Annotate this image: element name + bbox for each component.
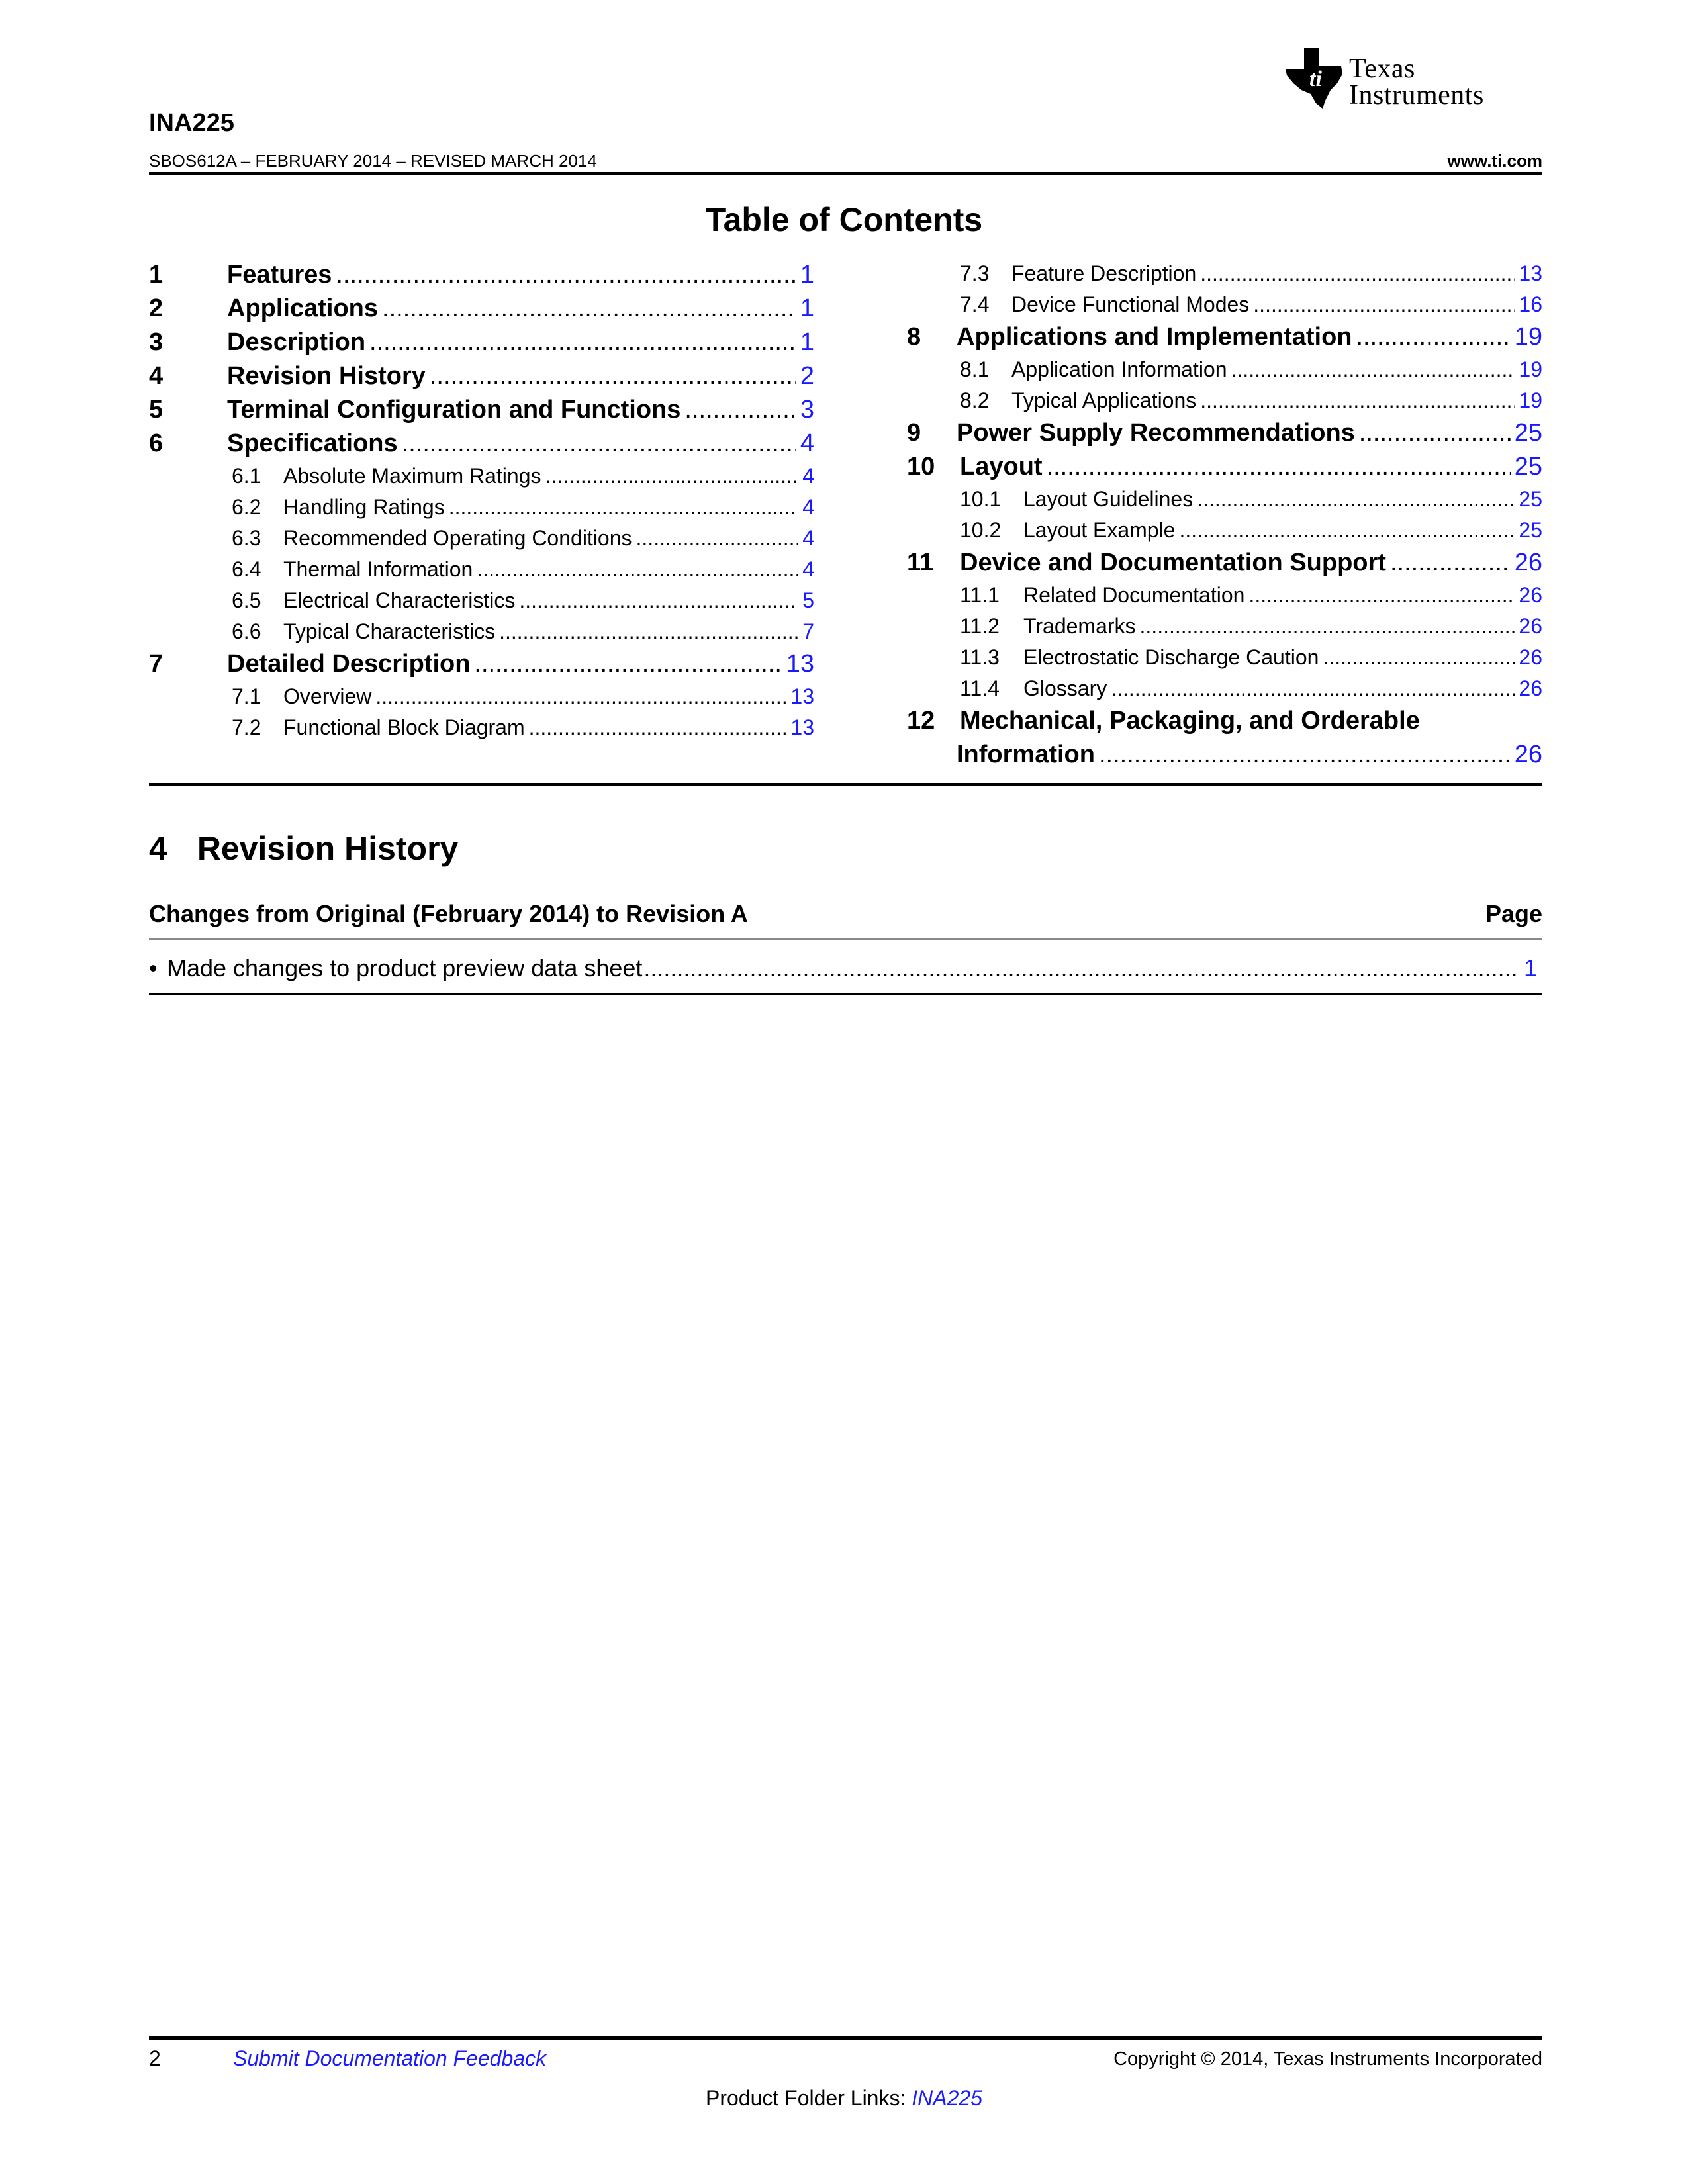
toc-entry-number: 1 [149,261,164,289]
revision-item-text: Made changes to product preview data sheet [166,954,643,981]
toc-entry-number: 7.1 [232,684,261,708]
document-id-line: SBOS612A – FEBRUARY 2014 – REVISED MARCH 2014 [149,151,597,171]
toc-entry-page-link[interactable]: 7 [802,619,814,643]
leader-dots [1179,515,1515,546]
product-folder-link[interactable]: INA225 [912,2086,982,2110]
product-folder-links [0,2086,1688,2111]
toc-entry-label: Handling Ratings [283,495,445,519]
toc-entry-label: Applications and Implementation [957,323,1352,351]
leader-dots [1248,580,1515,611]
folder-links-label: Product Folder Links: [706,2086,912,2110]
leader-dots [336,258,796,292]
toc-entry-page-link[interactable]: 13 [790,684,814,708]
toc-entry-number: 6.5 [232,588,261,612]
toc-entry-label: Thermal Information [283,557,473,581]
toc-entry-number: 8.1 [960,357,990,381]
toc-entry-number: 2 [149,295,164,322]
toc-entry[interactable] [149,492,814,523]
toc-entry-label: Related Documentation [1023,583,1245,607]
toc-entry-number: 6.3 [232,526,261,550]
toc-entry[interactable] [907,673,1542,704]
toc-entry-page-link[interactable]: 16 [1519,293,1542,316]
toc-entry-label: Terminal Configuration and Functions [227,396,681,424]
toc-left-column [149,258,814,743]
leader-dots [375,681,786,712]
toc-entry-label: Device Functional Modes [1011,293,1250,316]
toc-entry[interactable] [149,427,814,461]
svg-text:ti: ti [1309,67,1322,91]
toc-entry[interactable] [149,326,814,359]
toc-entry[interactable] [149,712,814,743]
page-column-header: Page [1485,900,1542,927]
toc-entry[interactable] [149,616,814,647]
toc-entry-number: 7.3 [960,261,990,285]
toc-entry-label: Electrostatic Discharge Caution [1023,645,1319,669]
section-divider [149,783,1542,786]
leader-dots [1047,450,1511,484]
leader-dots [477,554,798,585]
toc-entry-label: Applications [227,295,379,322]
toc-entry-page-link[interactable]: 25 [1514,453,1542,480]
toc-entry-label: Typical Applications [1011,388,1197,412]
toc-entry[interactable] [149,681,814,712]
toc-entry[interactable] [907,642,1542,673]
toc-entry-label: Absolute Maximum Ratings [283,464,541,488]
toc-entry-page-link[interactable]: 26 [1519,676,1542,700]
toc-entry-page-link[interactable]: 4 [802,526,814,550]
logo-text-line2: Instruments [1349,80,1484,111]
toc-entry-number: 6 [149,430,164,457]
toc-entry-page-link[interactable]: 4 [802,557,814,581]
toc-entry[interactable] [149,258,814,292]
leader-dots [382,292,796,326]
texas-state-icon [1284,46,1345,110]
toc-entry-label: Layout [960,453,1043,480]
leader-dots [1140,611,1515,642]
section-title: Revision History [197,830,459,867]
leader-dots [636,523,799,554]
toc-entry-label: Mechanical, Packaging, and Orderable [960,707,1420,735]
leader-dots [545,461,798,492]
toc-entry[interactable] [149,554,814,585]
document-name: INA225 [149,109,234,137]
toc-entry[interactable] [907,738,1542,772]
toc-entry-number: 9 [907,419,921,447]
toc-entry-page-link[interactable]: 4 [802,495,814,519]
changes-header: Changes from Original (February 2014) to Revision A [149,900,748,927]
toc-entry-number: 8.2 [960,388,990,412]
leader-dots [449,492,799,523]
revision-item-page-link[interactable]: 1 [1523,954,1537,981]
toc-entry[interactable] [149,461,814,492]
toc-entry-number: 5 [149,396,164,424]
toc-entry-number: 12 [907,707,935,735]
toc-entry-number: 6.6 [232,619,261,643]
toc-entry-number: 7.2 [232,715,261,739]
toc-entry-label: Feature Description [1011,261,1197,285]
ti-logo [1284,46,1542,113]
toc-entry[interactable] [907,515,1542,546]
toc-entry[interactable] [149,359,814,393]
toc-entry-label: Trademarks [1023,614,1136,638]
toc-entry-label: Device and Documentation Support [960,549,1386,576]
toc-entry-label: Layout Guidelines [1023,487,1194,511]
footer-rule [149,2036,1542,2040]
leader-dots [529,712,787,743]
revision-table-rule [149,993,1542,995]
leader-dots [1111,673,1515,704]
leader-dots [1359,416,1511,450]
toc-entry[interactable] [149,647,814,681]
toc-entry-number: 10 [907,453,935,480]
toc-entry-page-link[interactable]: 25 [1514,419,1542,447]
section-number: 4 [149,830,167,867]
toc-entry-label: Glossary [1023,676,1107,700]
toc-entry-label: Application Information [1011,357,1227,381]
toc-entry-label: Overview [283,684,372,708]
copyright-text: Copyright © 2014, Texas Instruments Incorporated [1113,2048,1542,2070]
submit-feedback-link[interactable]: Submit Documentation Feedback [233,2046,547,2070]
toc-entry-number: 6.4 [232,557,261,581]
toc-entry-number: 3 [149,328,164,356]
leader-dots [369,326,796,359]
toc-entry-label: Layout Example [1023,518,1176,542]
toc-entry-number: 6.2 [232,495,261,519]
leader-dots [519,585,798,616]
toc-entry[interactable] [907,416,1542,450]
logo-text-line1: Texas [1349,54,1415,84]
toc-entry-label: Specifications [227,430,398,457]
toc-entry[interactable] [907,258,1542,289]
leader-dots [474,647,782,681]
toc-entry-page-link[interactable]: 4 [802,464,814,488]
toc-entry[interactable] [907,385,1542,416]
toc-entry[interactable] [907,320,1542,354]
leader-dots [1197,484,1515,515]
toc-entry-page-link[interactable]: 13 [786,650,814,678]
toc-entry-page-link[interactable]: 19 [1519,388,1542,412]
toc-entry[interactable] [907,580,1542,611]
toc-entry[interactable] [149,523,814,554]
toc-entry[interactable] [907,354,1542,385]
toc-entry-page-link[interactable]: 1 [800,295,814,322]
toc-entry-page-link[interactable]: 26 [1514,741,1542,768]
toc-entry[interactable] [149,292,814,326]
toc-entry-page-link[interactable]: 1 [800,261,814,289]
toc-entry-page-link[interactable]: 2 [800,362,814,390]
leader-dots [499,616,798,647]
toc-entry-label: Description [227,328,366,356]
toc-title: Table of Contents [705,201,983,238]
toc-entry[interactable] [149,393,814,427]
toc-entry-number: 8 [907,323,921,351]
website-link[interactable]: www.ti.com [1447,151,1542,171]
toc-entry-page-link[interactable]: 3 [800,396,814,424]
leader-dots [684,393,796,427]
toc-entry-page-link[interactable]: 13 [790,715,814,739]
toc-entry-number: 7.4 [960,293,990,316]
revision-item[interactable] [149,954,1542,982]
page-number: 2 [149,2046,161,2070]
leader-dots [1323,642,1515,673]
toc-entry-page-link[interactable]: 26 [1519,645,1542,669]
toc-entry-number: 11.4 [960,676,1000,700]
leader-dots [1231,354,1515,385]
toc-entry-number: 11 [907,549,934,576]
leader-dots [1356,320,1511,354]
toc-entry-number: 7 [149,650,164,678]
leader-dots [1200,258,1515,289]
toc-entry-page-link[interactable]: 26 [1514,549,1542,576]
toc-right-column [907,258,1542,772]
bullet-icon: • [149,954,158,981]
toc-entry-label: Revision History [227,362,426,390]
toc-entry[interactable] [907,704,1542,738]
toc-entry-label: Detailed Description [227,650,471,678]
toc-entry-page-link[interactable]: 5 [802,588,814,612]
leader-dots [1390,546,1511,580]
toc-entry-number: 4 [149,362,164,390]
toc-entry[interactable] [907,611,1542,642]
toc-entry[interactable] [907,289,1542,320]
toc-entry-page-link[interactable]: 25 [1519,518,1542,542]
leader-dots [1099,738,1511,772]
toc-entry-label: Recommended Operating Conditions [283,526,632,550]
toc-entry-number: 11.1 [960,583,1000,607]
leader-dots [1253,289,1515,320]
toc-entry-page-link[interactable]: 19 [1519,357,1542,381]
revision-history-heading [149,829,458,868]
toc-entry-page-link[interactable]: 26 [1519,614,1542,638]
toc-entry-page-link[interactable]: 13 [1519,261,1542,285]
leader-dots [402,427,796,461]
leader-dots [1200,385,1515,416]
toc-entry-number: 11.3 [960,645,1000,669]
leader-dots [430,359,796,393]
toc-entry-page-link[interactable]: 4 [800,430,814,457]
toc-entry-label: Power Supply Recommendations [957,419,1355,447]
toc-entry[interactable] [907,484,1542,515]
toc-entry-number: 10.1 [960,487,1002,511]
toc-entry-label: Electrical Characteristics [283,588,516,612]
toc-entry[interactable] [907,546,1542,580]
header-rule [149,172,1542,175]
toc-entry-page-link[interactable]: 1 [800,328,814,356]
toc-entry[interactable] [907,450,1542,484]
toc-entry[interactable] [149,585,814,616]
toc-entry-label: Functional Block Diagram [283,715,525,739]
toc-entry-page-link[interactable]: 25 [1519,487,1542,511]
toc-entry-label: Information [957,741,1095,768]
toc-entry-page-link[interactable]: 26 [1519,583,1542,607]
changes-header-rule [149,938,1542,940]
toc-entry-label: Features [227,261,332,289]
toc-entry-label: Typical Characteristics [283,619,496,643]
toc-entry-number: 11.2 [960,614,1000,638]
toc-entry-number: 10.2 [960,518,1002,542]
toc-entry-page-link[interactable]: 19 [1514,323,1542,351]
leader-dots [643,954,1519,982]
toc-entry-number: 6.1 [232,464,261,488]
